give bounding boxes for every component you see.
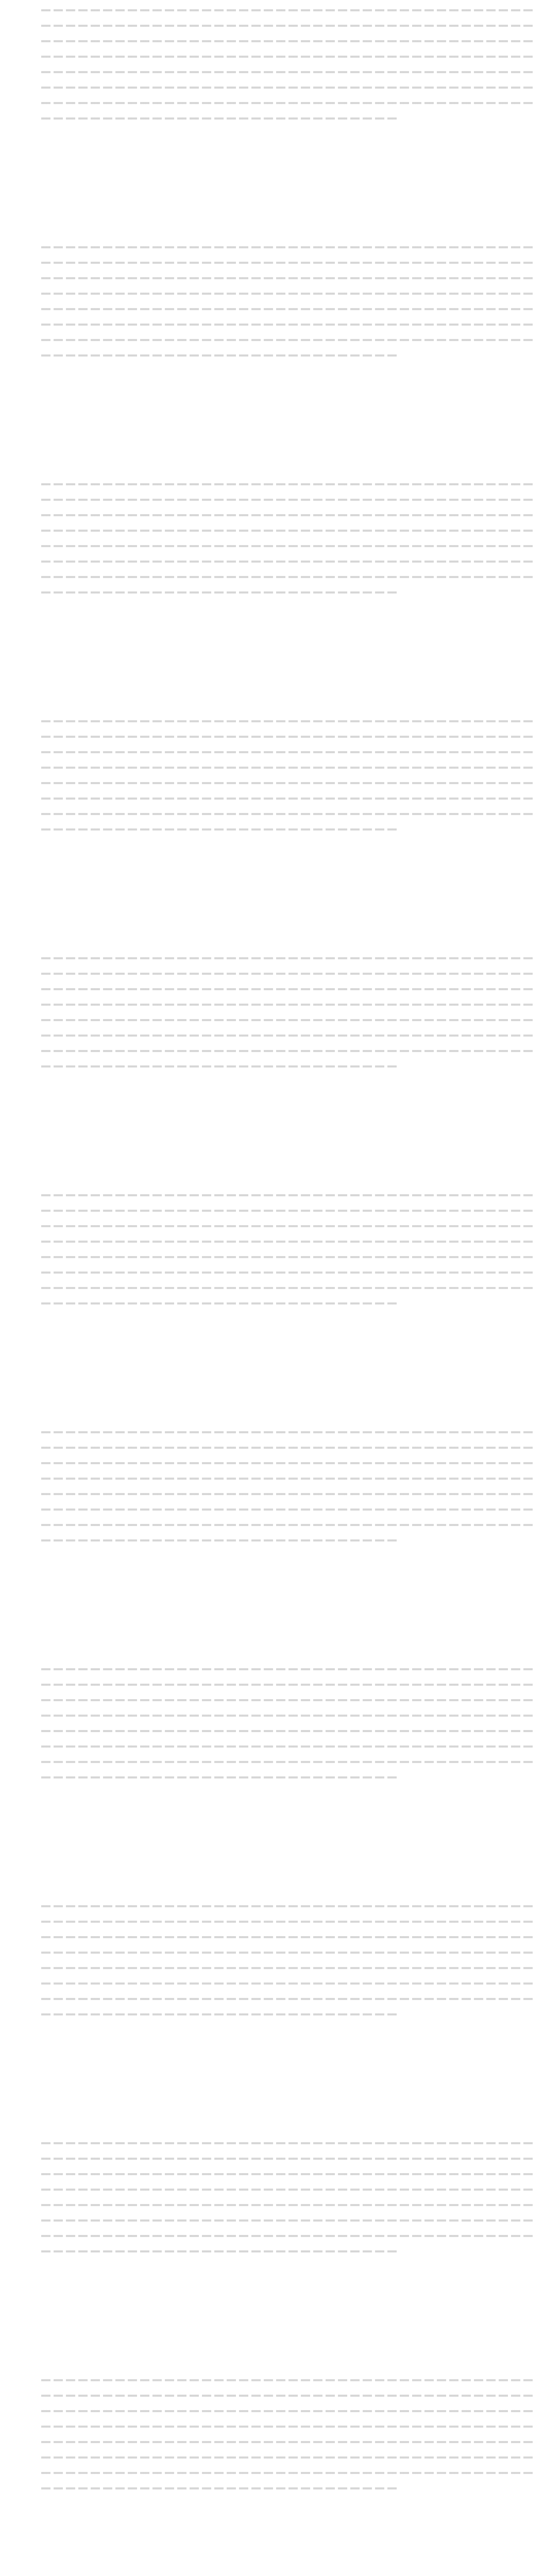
reference-entry: [0, 2133, 540, 2370]
text-line-placeholder: [41, 246, 536, 248]
text-line-placeholder: [41, 25, 536, 27]
text-line-placeholder: [41, 1256, 536, 1258]
text-line-placeholder: [41, 1745, 536, 1748]
text-line-placeholder: [41, 1715, 536, 1717]
reference-entry: [0, 711, 540, 948]
reference-text: [41, 1431, 536, 1650]
text-line-placeholder: [41, 2472, 536, 2474]
text-line-placeholder: [41, 1509, 536, 1511]
reference-text: [41, 2379, 536, 2576]
text-line-placeholder: [41, 1493, 536, 1495]
text-line-placeholder: [41, 2189, 536, 2191]
text-line-placeholder: [41, 1730, 536, 1732]
text-line-placeholder: [41, 2204, 536, 2206]
text-line-placeholder: [41, 1699, 536, 1701]
text-line-placeholder: [41, 2219, 536, 2222]
text-line-placeholder: [41, 1967, 536, 1969]
text-line-placeholder: [41, 2379, 536, 2381]
text-line-placeholder: [41, 1952, 536, 1954]
text-line-placeholder: [41, 736, 536, 738]
text-line-placeholder: [41, 102, 536, 104]
text-line-placeholder: [41, 530, 536, 532]
reference-text: [41, 957, 536, 1176]
text-line-placeholder: [41, 2250, 397, 2252]
text-line-placeholder: [41, 1431, 536, 1433]
text-line-placeholder: [41, 813, 536, 815]
reference-text: [41, 246, 536, 465]
text-line-placeholder: [41, 1241, 536, 1243]
text-line-placeholder: [41, 2235, 536, 2237]
text-line-placeholder: [41, 1539, 397, 1541]
text-line-placeholder: [41, 2441, 536, 2443]
text-line-placeholder: [41, 2487, 397, 2489]
text-line-placeholder: [41, 1905, 536, 1907]
text-line-placeholder: [41, 767, 536, 769]
reference-entry: [0, 1185, 540, 1422]
text-line-placeholder: [41, 1050, 536, 1052]
text-line-placeholder: [41, 1210, 536, 1212]
reference-text: [41, 1194, 536, 1413]
text-line-placeholder: [41, 339, 536, 341]
text-line-placeholder: [41, 1004, 536, 1006]
text-line-placeholder: [41, 751, 536, 753]
reference-text: [41, 1668, 536, 1887]
text-line-placeholder: [41, 308, 536, 310]
text-line-placeholder: [41, 576, 536, 578]
text-line-placeholder: [41, 591, 397, 594]
text-line-placeholder: [41, 483, 536, 485]
text-line-placeholder: [41, 324, 536, 326]
reference-entry: [0, 948, 540, 1185]
text-line-placeholder: [41, 514, 536, 516]
text-line-placeholder: [41, 1019, 536, 1021]
text-line-placeholder: [41, 1035, 536, 1037]
text-line-placeholder: [41, 1272, 536, 1274]
text-line-placeholder: [41, 1921, 536, 1923]
reference-text: [41, 9, 536, 228]
text-line-placeholder: [41, 1225, 536, 1227]
text-line-placeholder: [41, 2395, 536, 2397]
reference-entry: [0, 2370, 540, 2576]
reference-entry: [0, 1659, 540, 1896]
text-line-placeholder: [41, 262, 536, 264]
text-line-placeholder: [41, 2158, 536, 2160]
text-line-placeholder: [41, 354, 397, 357]
text-line-placeholder: [41, 1194, 536, 1196]
text-line-placeholder: [41, 1524, 536, 1526]
reference-entry: [0, 1896, 540, 2133]
text-line-placeholder: [41, 798, 536, 800]
reference-text: [41, 720, 536, 939]
reference-entry: [0, 1422, 540, 1659]
text-line-placeholder: [41, 2013, 397, 2015]
text-line-placeholder: [41, 828, 397, 831]
text-line-placeholder: [41, 1447, 536, 1449]
text-line-placeholder: [41, 56, 536, 58]
text-line-placeholder: [41, 545, 536, 547]
text-line-placeholder: [41, 499, 536, 501]
reference-entry: [0, 474, 540, 711]
text-line-placeholder: [41, 2410, 536, 2412]
text-line-placeholder: [41, 1462, 536, 1464]
text-line-placeholder: [41, 1065, 397, 1067]
text-line-placeholder: [41, 277, 536, 279]
text-line-placeholder: [41, 2426, 536, 2428]
text-line-placeholder: [41, 988, 536, 990]
text-line-placeholder: [41, 957, 536, 959]
text-line-placeholder: [41, 1668, 536, 1670]
text-line-placeholder: [41, 1761, 536, 1763]
text-line-placeholder: [41, 293, 536, 295]
reference-entry: [0, 0, 540, 237]
text-line-placeholder: [41, 1684, 536, 1686]
text-line-placeholder: [41, 561, 536, 563]
reference-entry: [0, 237, 540, 474]
text-line-placeholder: [41, 1936, 536, 1938]
text-line-placeholder: [41, 1982, 536, 1985]
reference-text: [41, 1905, 536, 2124]
text-line-placeholder: [41, 71, 536, 73]
text-line-placeholder: [41, 2142, 536, 2144]
text-line-placeholder: [41, 9, 536, 11]
text-line-placeholder: [41, 1287, 536, 1289]
text-line-placeholder: [41, 720, 536, 722]
text-line-placeholder: [41, 1302, 397, 1304]
reference-text: [41, 483, 536, 702]
text-line-placeholder: [41, 1478, 536, 1480]
text-line-placeholder: [41, 40, 536, 42]
text-line-placeholder: [41, 87, 536, 89]
text-line-placeholder: [41, 2173, 536, 2175]
reference-text: [41, 2142, 536, 2361]
text-line-placeholder: [41, 1998, 536, 2000]
text-line-placeholder: [41, 782, 536, 784]
text-line-placeholder: [41, 2456, 536, 2459]
text-line-placeholder: [41, 1776, 397, 1778]
text-line-placeholder: [41, 117, 397, 120]
text-line-placeholder: [41, 973, 536, 975]
